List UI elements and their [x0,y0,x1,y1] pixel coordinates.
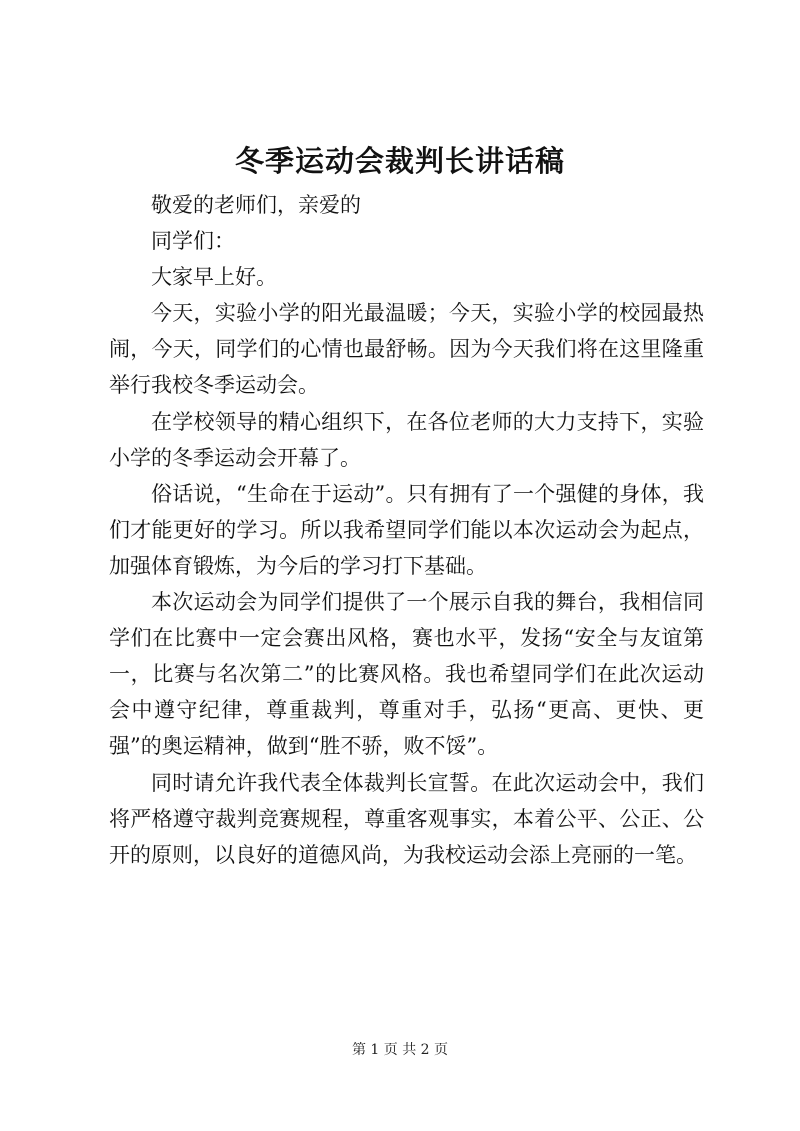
page-number-footer: 第 1 页 共 2 页 [351,1042,449,1058]
paragraph-opening: 在学校领导的精心组织下，在各位老师的大力支持下，实验小学的冬季运动会开幕了。 [109,409,704,470]
paragraph-today: 今天，实验小学的阳光最温暖；今天，实验小学的校园最热闹，今天，同学们的心情也最舒畅。因为今天我们将在这里隆重举行我校冬季运动会。 [109,301,704,398]
document-title: 冬季运动会裁判长讲话稿 [234,144,565,178]
paragraph-greeting-line-2: 同学们： [151,229,235,254]
paragraph-oath: 同时请允许我代表全体裁判长宣誓。在此次运动会中，我们将严格遵守裁判竞赛规程，尊重客观事实，本着公平、公正、公开的原则，以良好的道德风尚，为我校运动会添上亮丽的一笔。 [109,770,704,867]
paragraph-good-morning: 大家早上好。 [151,265,277,290]
paragraph-stage: 本次运动会为同学们提供了一个展示自我的舞台，我相信同学们在比赛中一定会赛出风格，赛也水平，发扬“安全与友谊第一，比赛与名次第二”的比赛风格。我也希望同学们在此次运动会中遵守纪律，尊重裁判，尊重对手，弘扬“更高、更快、更强”的奥运精神，做到“胜不骄，败不馁”。 [109,590,704,759]
paragraph-proverb: 俗话说，“生命在于运动”。只有拥有了一个强健的身体，我们才能更好的学习。所以我希望同学们能以本次运动会为起点，加强体育锻炼，为今后的学习打下基础。 [109,481,704,578]
document-body [109,187,704,873]
paragraph-greeting-line-1: 敬爱的老师们，亲爱的 [151,193,361,217]
